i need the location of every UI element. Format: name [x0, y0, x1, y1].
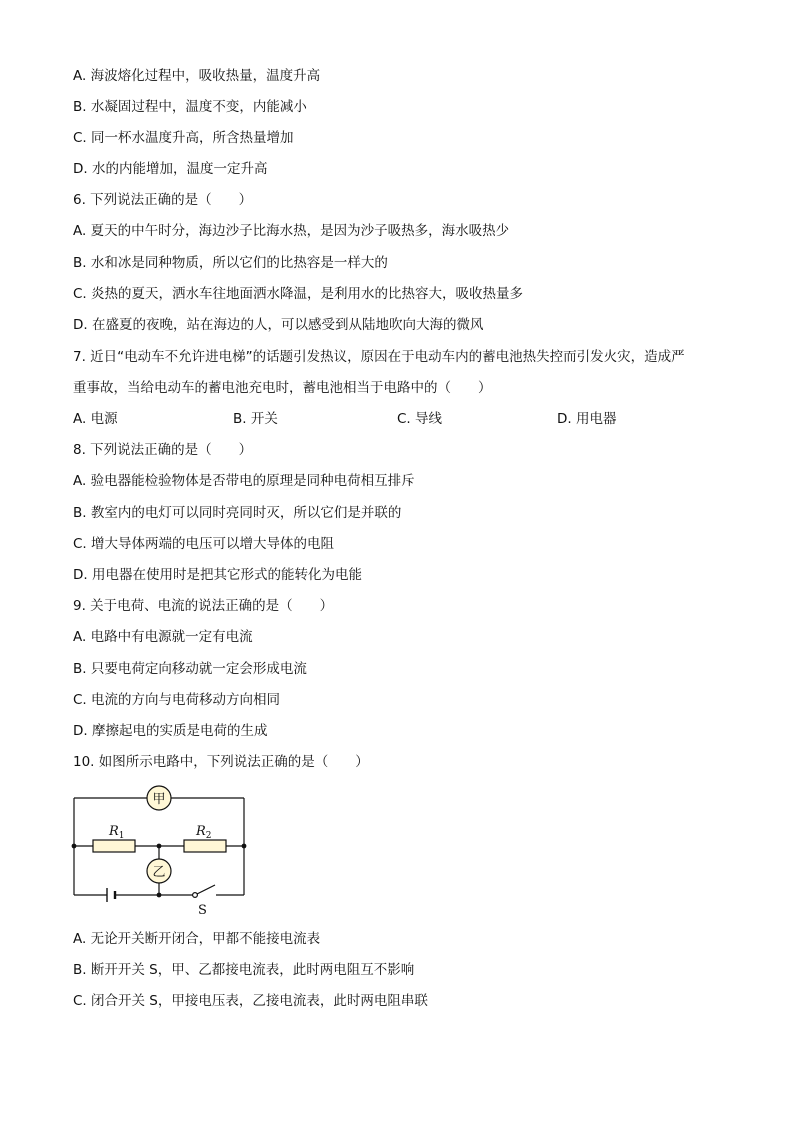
q5-option-c: C. 同一杯水温度升高，所含热量增加 [73, 130, 294, 146]
q10-option-a: A. 无论开关断开闭合，甲都不能接电流表 [73, 931, 321, 947]
switch-pivot [193, 893, 198, 898]
q8-stem: 8. 下列说法正确的是（ ） [73, 442, 253, 458]
q9-option-c: C. 电流的方向与电荷移动方向相同 [73, 692, 281, 708]
q5-option-a: A. 海波熔化过程中，吸收热量，温度升高 [73, 68, 321, 84]
q6-option-b: B. 水和冰是同种物质，所以它们的比热容是一样大的 [73, 255, 388, 271]
q9-option-d: D. 摩擦起电的实质是电荷的生成 [73, 723, 268, 739]
q10-option-b: B. 断开开关 S，甲、乙都接电流表，此时两电阻互不影响 [73, 962, 415, 978]
r1-label: $R_1$ [109, 824, 125, 841]
q9-option-a: A. 电路中有电源就一定有电流 [73, 629, 253, 645]
junction-right [242, 844, 247, 849]
switch-blade [197, 885, 215, 894]
q5-option-b: B. 水凝固过程中，温度不变，内能减小 [73, 99, 307, 115]
resistor-r1 [93, 840, 135, 852]
q6-stem: 6. 下列说法正确的是（ ） [73, 192, 253, 208]
q5-option-d: D. 水的内能增加，温度一定升高 [73, 161, 268, 177]
q8-option-d: D. 用电器在使用时是把其它形式的能转化为电能 [73, 567, 362, 583]
r2-label: $R_2$ [196, 824, 212, 841]
meter-jia-label: 甲 [152, 792, 166, 807]
q7-option-a: A. 电源 [73, 411, 118, 427]
q7-option-d: D. 用电器 [557, 411, 617, 427]
resistor-r2 [184, 840, 226, 852]
q10-stem: 10. 如图所示电路中，下列说法正确的是（ ） [73, 754, 369, 770]
q8-option-b: B. 教室内的电灯可以同时亮同时灭，所以它们是并联的 [73, 505, 402, 521]
q10-option-c: C. 闭合开关 S，甲接电压表，乙接电流表，此时两电阻串联 [73, 993, 428, 1009]
circuit-diagram [66, 778, 256, 920]
q6-option-c: C. 炎热的夏天，洒水车往地面洒水降温，是利用水的比热容大，吸收热量多 [73, 286, 524, 302]
switch-label: S [198, 903, 207, 918]
q7-option-b: B. 开关 [233, 411, 278, 427]
q9-option-b: B. 只要电荷定向移动就一定会形成电流 [73, 661, 307, 677]
junction-left [72, 844, 77, 849]
q8-option-c: C. 增大导体两端的电压可以增大导体的电阻 [73, 536, 335, 552]
junction-bottom [157, 893, 162, 898]
q7-stem-line2: 重事故，当给电动车的蓄电池充电时，蓄电池相当于电路中的（ ） [73, 380, 492, 396]
meter-yi-label: 乙 [152, 865, 166, 880]
q9-stem: 9. 关于电荷、电流的说法正确的是（ ） [73, 598, 334, 614]
q6-option-a: A. 夏天的中午时分，海边沙子比海水热，是因为沙子吸热多，海水吸热少 [73, 223, 510, 239]
q7-stem-line1: 7. 近日“电动车不允许进电梯”的话题引发热议，原因在于电动车内的蓄电池热失控而引发火灾，造成严 [73, 349, 685, 365]
q8-option-a: A. 验电器能检验物体是否带电的原理是同种电荷相互排斥 [73, 473, 415, 489]
junction-mid [157, 844, 162, 849]
q6-option-d: D. 在盛夏的夜晚，站在海边的人，可以感受到从陆地吹向大海的微风 [73, 317, 484, 333]
q7-option-c: C. 导线 [397, 411, 443, 427]
